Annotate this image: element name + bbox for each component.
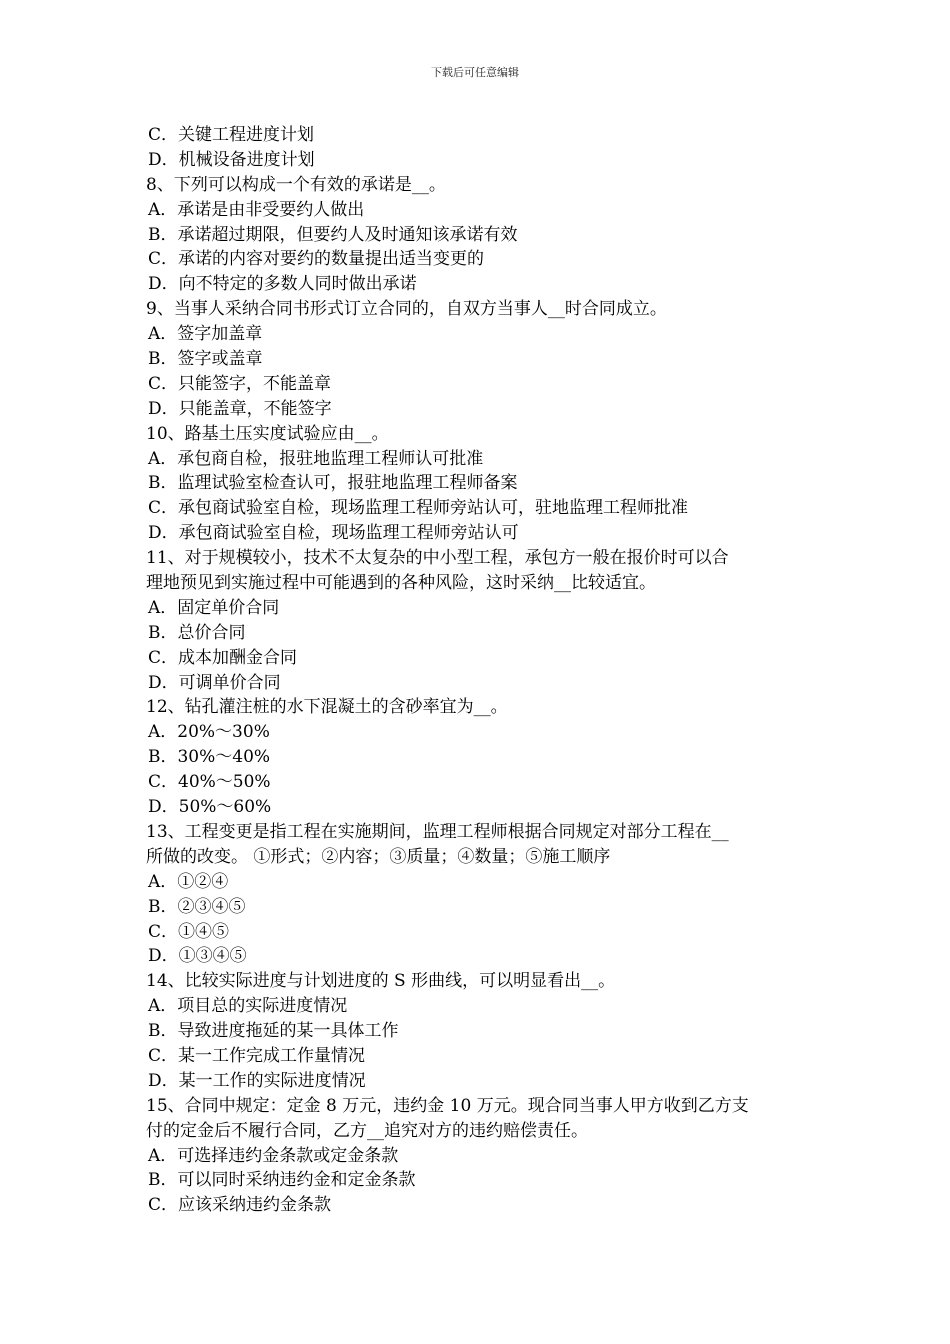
- answer-option: A．20%～30%: [148, 722, 270, 743]
- answer-option: C．某一工作完成工作量情况: [148, 1045, 366, 1066]
- answer-option: B．可以同时采纳违约金和定金条款: [148, 1170, 416, 1191]
- question-text: 15、合同中规定：定金 8 万元，违约金 10 万元。现合同当事人甲方收到乙方支: [146, 1095, 749, 1116]
- question-text: 10、路基土压实度试验应由__。: [146, 423, 389, 444]
- question-text: 9、当事人采纳合同书形式订立合同的，自双方当事人__时合同成立。: [146, 299, 667, 320]
- answer-option: D．向不特定的多数人同时做出承诺: [148, 274, 417, 295]
- answer-option: A．①②④: [148, 871, 229, 892]
- question-text: 付的定金后不履行合同，乙方__追究对方的违约赔偿责任。: [146, 1120, 588, 1141]
- answer-option: D．某一工作的实际进度情况: [148, 1070, 366, 1091]
- answer-option: B．30%～40%: [148, 747, 271, 768]
- answer-option: C．承诺的内容对要约的数量提出适当变更的: [148, 249, 485, 270]
- document-body: [146, 123, 816, 1218]
- question-text: 11、对于规模较小，技术不太复杂的中小型工程，承包方一般在报价时可以合: [146, 548, 729, 569]
- answer-option: D．只能盖章，不能签字: [148, 398, 332, 419]
- answer-option: C．应该采纳违约金条款: [148, 1195, 332, 1216]
- answer-option: C．关键工程进度计划: [148, 125, 315, 145]
- question-text: 理地预见到实施过程中可能遇到的各种风险，这时采纳__比较适宜。: [146, 573, 656, 594]
- answer-option: B．签字或盖章: [148, 349, 263, 370]
- answer-option: B．监理试验室检查认可，报驻地监理工程师备案: [148, 473, 518, 494]
- answer-option: A．承包商自检，报驻地监理工程师认可批准: [148, 448, 484, 469]
- answer-option: B．导致进度拖延的某一具体工作: [148, 1021, 399, 1042]
- question-text: 14、比较实际进度与计划进度的 S 形曲线，可以明显看出__。: [146, 971, 616, 992]
- answer-option: D．①③④⑤: [148, 946, 247, 967]
- answer-option: A．项目总的实际进度情况: [148, 996, 348, 1017]
- answer-option: D．50%～60%: [148, 797, 272, 818]
- answer-option: C．成本加酬金合同: [148, 647, 298, 668]
- answer-option: C．承包商试验室自检，现场监理工程师旁站认可，驻地监理工程师批准: [148, 498, 689, 519]
- page-header: 下载后可任意编辑: [431, 66, 519, 79]
- answer-option: A．可选择违约金条款或定金条款: [148, 1145, 399, 1166]
- answer-option: A．签字加盖章: [148, 324, 263, 345]
- question-text: 12、钻孔灌注桩的水下混凝土的含砂率宜为__。: [146, 697, 508, 718]
- question-text: 13、工程变更是指工程在实施期间，监理工程师根据合同规定对部分工程在__: [146, 821, 729, 842]
- answer-option: D．机械设备进度计划: [148, 149, 315, 170]
- answer-option: D．可调单价合同: [148, 672, 281, 693]
- answer-option: A．承诺是由非受要约人做出: [148, 199, 365, 220]
- answer-option: C．40%～50%: [148, 772, 271, 793]
- answer-option: A．固定单价合同: [148, 597, 280, 618]
- answer-option: B．总价合同: [148, 622, 246, 643]
- question-text: 8、下列可以构成一个有效的承诺是__。: [146, 174, 446, 195]
- answer-option: C．只能签字，不能盖章: [148, 373, 332, 394]
- question-text: 所做的改变。 ①形式；②内容；③质量；④数量；⑤施工顺序: [146, 846, 611, 867]
- answer-option: D．承包商试验室自检，现场监理工程师旁站认可: [148, 523, 519, 544]
- answer-option: B．承诺超过期限，但要约人及时通知该承诺有效: [148, 224, 518, 245]
- answer-option: C．①④⑤: [148, 921, 230, 942]
- answer-option: B．②③④⑤: [148, 896, 246, 917]
